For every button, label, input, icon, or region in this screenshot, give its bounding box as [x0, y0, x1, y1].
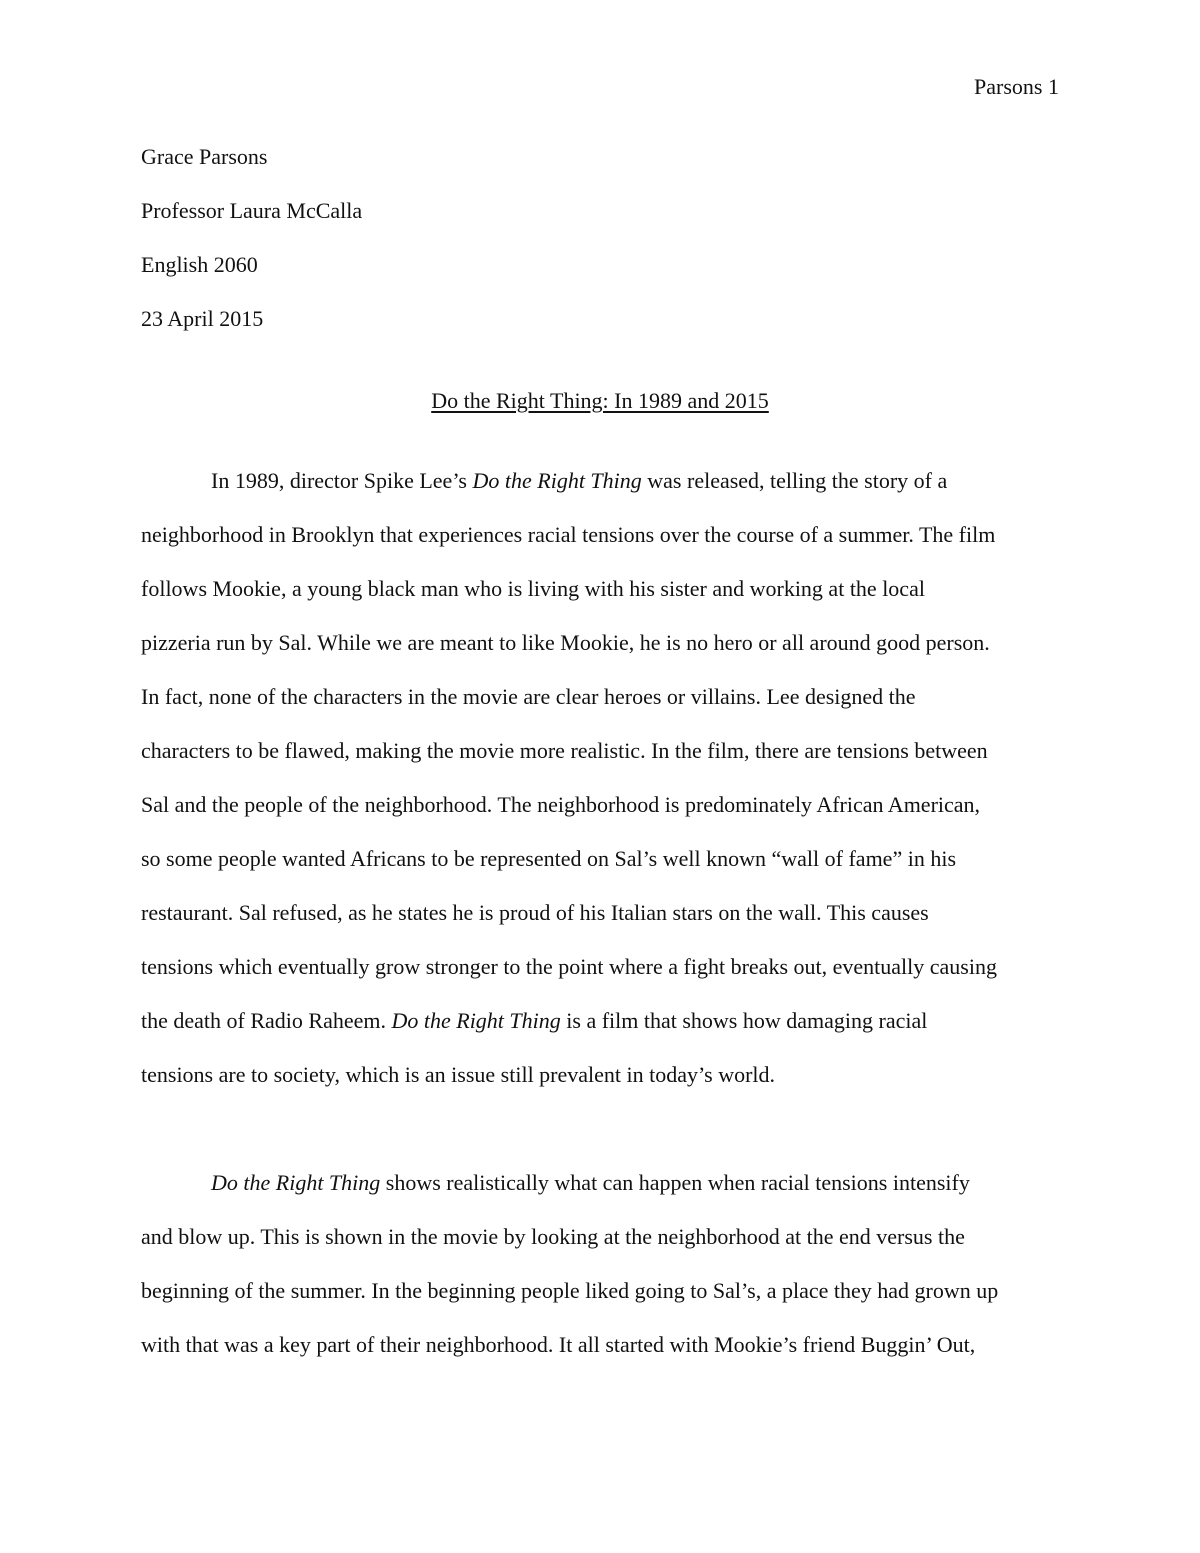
paragraph-line: pizzeria run by Sal. While we are meant to like Mookie, he is no hero or all around good person. [141, 630, 990, 655]
paragraph-line: Do the Right Thing shows realistically what can happen when racial tensions intensify [211, 1170, 970, 1195]
running-head: Parsons 1 [974, 74, 1059, 99]
paragraph-line: Sal and the people of the neighborhood. The neighborhood is predominately African American, [141, 792, 981, 817]
film-title-italic: Do the Right Thing [391, 1008, 561, 1033]
course-name: English 2060 [141, 252, 258, 277]
essay-title: Do the Right Thing: In 1989 and 2015 [431, 388, 769, 413]
paragraph-line: tensions are to society, which is an issue still prevalent in today’s world. [141, 1062, 776, 1087]
paragraph-line: restaurant. Sal refused, as he states he is proud of his Italian stars on the wall. This causes [141, 900, 929, 925]
paragraph-line: the death of Radio Raheem. Do the Right Thing is a film that shows how damaging racial [141, 1008, 928, 1033]
essay-date: 23 April 2015 [141, 306, 264, 331]
paragraph-line: with that was a key part of their neighborhood. It all started with Mookie’s friend Buggin’ Out, [141, 1332, 976, 1357]
paragraph-line: In fact, none of the characters in the movie are clear heroes or villains. Lee designed the [141, 684, 916, 709]
mla-header [141, 144, 362, 360]
film-title-italic: Do the Right Thing [211, 1170, 381, 1195]
paragraph-line: and blow up. This is shown in the movie by looking at the neighborhood at the end versus the [141, 1224, 965, 1249]
paragraph-line: so some people wanted Africans to be represented on Sal’s well known “wall of fame” in his [141, 846, 956, 871]
paragraph-line: neighborhood in Brooklyn that experiences racial tensions over the course of a summer. The film [141, 522, 996, 547]
paragraph-line: beginning of the summer. In the beginning people liked going to Sal’s, a place they had grown up [141, 1278, 999, 1303]
essay-title-container [141, 388, 1059, 414]
film-title-italic: Do the Right Thing [472, 468, 642, 493]
paragraph-2 [141, 1170, 1059, 1386]
paragraph-line: tensions which eventually grow stronger to the point where a fight breaks out, eventually causing [141, 954, 997, 979]
paragraph-1 [141, 468, 1059, 1116]
paragraph-line: characters to be flawed, making the movie more realistic. In the film, there are tensions between [141, 738, 988, 763]
professor-name: Professor Laura McCalla [141, 198, 363, 223]
paragraph-line: In 1989, director Spike Lee’s Do the Right Thing was released, telling the story of a [211, 468, 948, 493]
student-name: Grace Parsons [141, 144, 268, 169]
paragraph-line: follows Mookie, a young black man who is living with his sister and working at the local [141, 576, 925, 601]
